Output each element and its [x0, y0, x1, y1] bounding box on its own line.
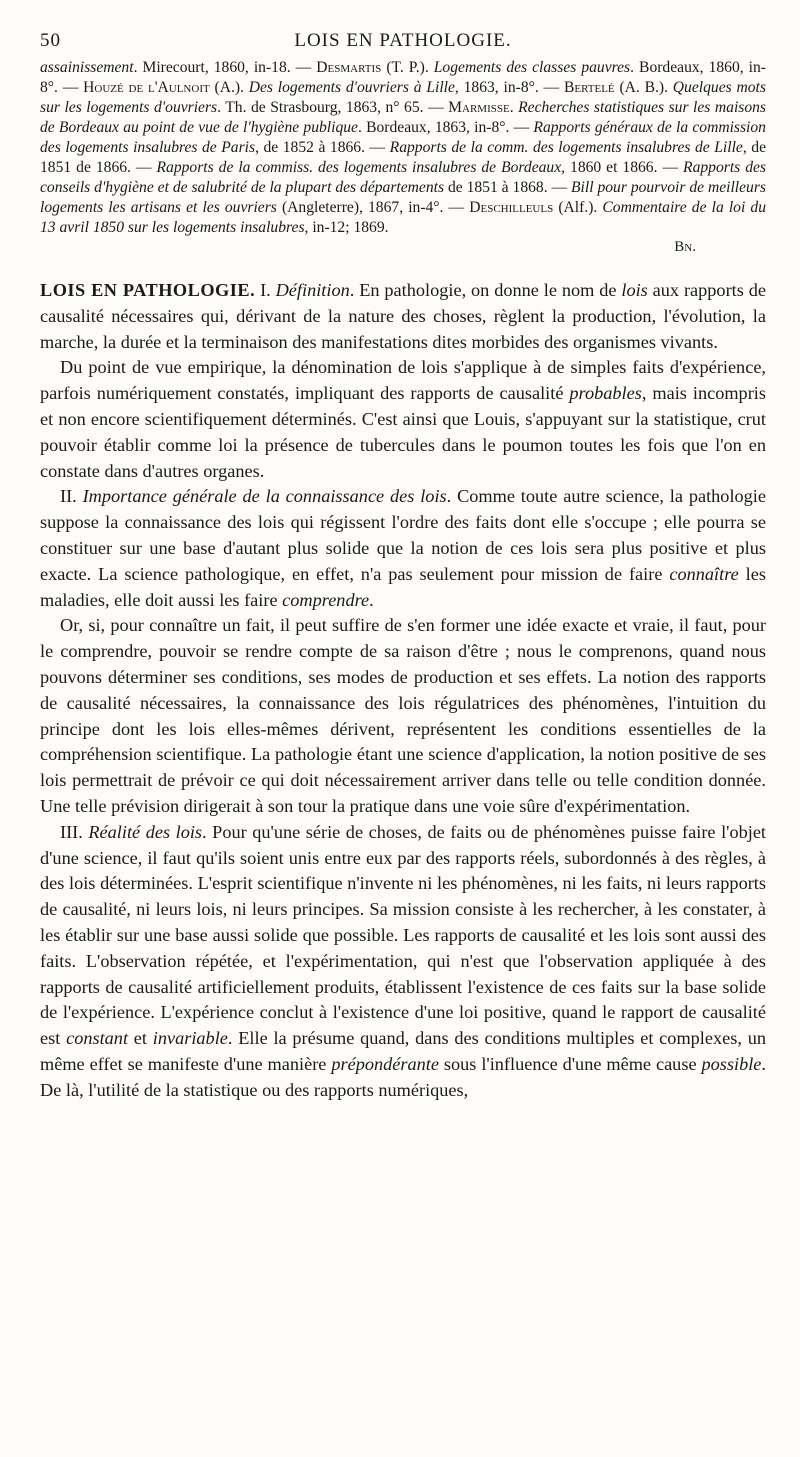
- italic-text: Commentaire de la loi du 13 avril 1850 sur les logements insalubres: [40, 199, 766, 236]
- running-title: LOIS EN PATHOLOGIE.: [294, 30, 512, 51]
- text-run: (A. B.).: [614, 79, 673, 96]
- article-paragraph: [40, 820, 766, 1104]
- text-run: de 1851 à 1868. —: [444, 179, 572, 196]
- text-run: Or, si, pour connaître un fait, il peut suffire de s'en former une idée exacte et vraie, il faut, pour le comprendre, pouvoir se rendre compte de sa raison d'être ; nous le comprenons, quand nous pouvons déterminer ses conditions, ses modes de production et ses effets. La notion des rapports de causalité nécessaires, la connaissance des lois régulatrices des phénomènes, l'intuition du principe dont les lois elles-mêmes dérivent, représentent les conditions essentielles de la compréhension scientifique. La pathologie étant une science d'application, la notion positive de ses lois permettrait de prévoir ce qui doit nécessairement arriver dans telle ou telle condition donnée. Une telle prévision dirigerait à son tour la pratique dans une voie sûre d'expérimentation.: [40, 615, 766, 816]
- italic-text: Réalité des lois: [88, 821, 203, 842]
- bibliography-block: [40, 58, 766, 238]
- article-paragraph: [40, 355, 766, 484]
- text-run: .: [509, 99, 519, 116]
- text-run: , de 1851 de 1866. —: [40, 139, 766, 176]
- text-run: , de 1852 à 1866. —: [255, 139, 390, 156]
- text-run: , mais incompris et non encore scientifiquement déterminés. C'est ainsi que Louis, s'appuyant sur la statistique, crut pouvoir établir comme loi la présence de tubercules dans le poumon toutes les fois que l'on en constate dans d'autres organes.: [40, 383, 766, 481]
- text-run: . En pathologie, on donne le nom de: [349, 280, 622, 300]
- italic-text: probables: [569, 383, 642, 404]
- text-run: . Pour qu'une série de choses, de faits ou de phénomènes puisse faire l'objet d'une science, il faut qu'ils soient unis entre eux par des rapports réels, subordonnés à des règles, à des lois déterminées. L'esprit scientifique n'invente ni les phénomènes, ni les faits, ni leurs rapports de causalité, ni leurs lois, ni leurs principes. Sa mission consiste à les rechercher, à les constater, à les établir sur une base aussi solide que possible. Les rapports de causalité et les lois sont aussi des faits. L'observation répétée, et l'expérimentation, qui n'est que l'observation appliquée à des rapports de causalité artificiellement produits, établissent l'existence de ces faits sur la base solide de l'expérience. L'expérience conclut à l'existence d'une loi positive, quand le rapport de causalité est: [40, 821, 767, 1049]
- italic-text: constant: [66, 1028, 129, 1049]
- text-run: .: [369, 589, 374, 610]
- author-name: Houzé de l'Aulnoit: [83, 79, 210, 96]
- text-run: . Mirecourt, 1860, in-18. —: [133, 59, 317, 76]
- italic-text: Quelques mots sur les logements d'ouvriers: [40, 79, 766, 116]
- italic-text: Bill pour pourvoir de meilleurs logements les artisans et les ouvriers: [40, 179, 766, 216]
- text-run: aux rapports de causalité nécessaires qui, dérivant de la nature des choses, règlent la production, l'évolution, la marche, la durée et la terminaison des manifestations dites morbides des organismes vivants.: [40, 280, 766, 352]
- italic-text: Rapports des conseils d'hygiène et de salubrité de la plupart des départements: [40, 159, 766, 196]
- italic-text: comprendre: [282, 589, 370, 610]
- author-name: Desmartis: [316, 59, 382, 76]
- italic-text: Logements des classes pauvres: [433, 59, 631, 76]
- italic-text: invariable: [152, 1028, 228, 1049]
- author-name: Marmisse: [448, 99, 510, 116]
- text-run: (A.).: [209, 79, 249, 96]
- italic-text: lois: [621, 280, 648, 300]
- text-run: . Comme toute autre science, la pathologie suppose la connaissance des lois qui régissent l'ordre des faits dont elle s'occupe ; elle pourra se constituer sur une base d'autant plus solide que la notion de ces lois sera plus positive et plus exacte. La science pathologique, en effet, n'a pas seulement pour mission de faire: [40, 486, 766, 584]
- italic-text: Définition: [275, 280, 350, 300]
- text-run: Du point de vue empirique, la dénomination de lois s'applique à de simples faits d'expérience, parfois numériquement constatés, impliquant des rapports de causalité: [40, 357, 766, 404]
- text-run: , in-12; 1869.: [304, 219, 389, 236]
- italic-text: Des logements d'ouvriers à Lille: [248, 79, 455, 96]
- text-run: . Bordeaux, 1860, in-8°. —: [40, 59, 767, 96]
- text-run: et: [128, 1028, 153, 1049]
- text-run: sous l'influence d'une même cause: [438, 1053, 702, 1074]
- article-paragraph: [40, 278, 766, 355]
- text-run: (Alf.).: [553, 199, 603, 216]
- text-run: , 1863, in-8°. —: [454, 79, 564, 96]
- italic-text: Importance générale de la connaissance des lois: [82, 486, 447, 507]
- text-run: . Th. de Strasbourg, 1863, n° 65. —: [217, 99, 449, 116]
- running-head: [40, 24, 766, 58]
- article-body: [40, 278, 766, 1104]
- author-signature: Bn.: [674, 239, 696, 255]
- text-run: II.: [60, 486, 83, 507]
- italic-text: possible: [701, 1053, 762, 1074]
- text-run: I.: [260, 280, 276, 300]
- italic-text: prépondérante: [331, 1053, 439, 1074]
- italic-text: Recherches statistiques sur les maisons de Bordeaux au point de vue de l'hygiène publique: [40, 99, 767, 136]
- text-run: les maladies, elle doit aussi les faire: [40, 563, 766, 610]
- article-paragraph: [40, 484, 766, 613]
- page-number: 50: [40, 30, 61, 51]
- italic-text: Rapports de la comm. des logements insalubres de Lille: [389, 139, 743, 156]
- text-run: III.: [60, 821, 89, 842]
- italic-text: Rapports généraux de la commission des logements insalubres de Paris: [40, 119, 766, 156]
- author-name: Deschilleuls: [469, 199, 554, 216]
- text-run: (T. P.).: [381, 59, 434, 76]
- article-headword: LOIS EN PATHOLOGIE.: [40, 280, 256, 300]
- text-run: . Elle la présume quand, dans des conditions multiples et complexes, un même effet se manifeste d'une manière: [40, 1028, 766, 1074]
- text-run: , 1860 et 1866. —: [561, 159, 684, 176]
- italic-text: connaître: [669, 563, 739, 584]
- article-paragraph: [40, 613, 766, 819]
- text-run: . Bordeaux, 1863, in-8°. —: [357, 119, 534, 136]
- italic-text: assainissement: [40, 59, 134, 76]
- author-name: Bertelé: [563, 79, 615, 96]
- text-run: (Angleterre), 1867, in-4°. —: [276, 199, 470, 216]
- italic-text: Rapports de la commiss. des logements insalubres de Bordeaux: [156, 159, 562, 176]
- text-run: . De là, l'utilité de la statistique ou des rapports numériques,: [40, 1053, 766, 1100]
